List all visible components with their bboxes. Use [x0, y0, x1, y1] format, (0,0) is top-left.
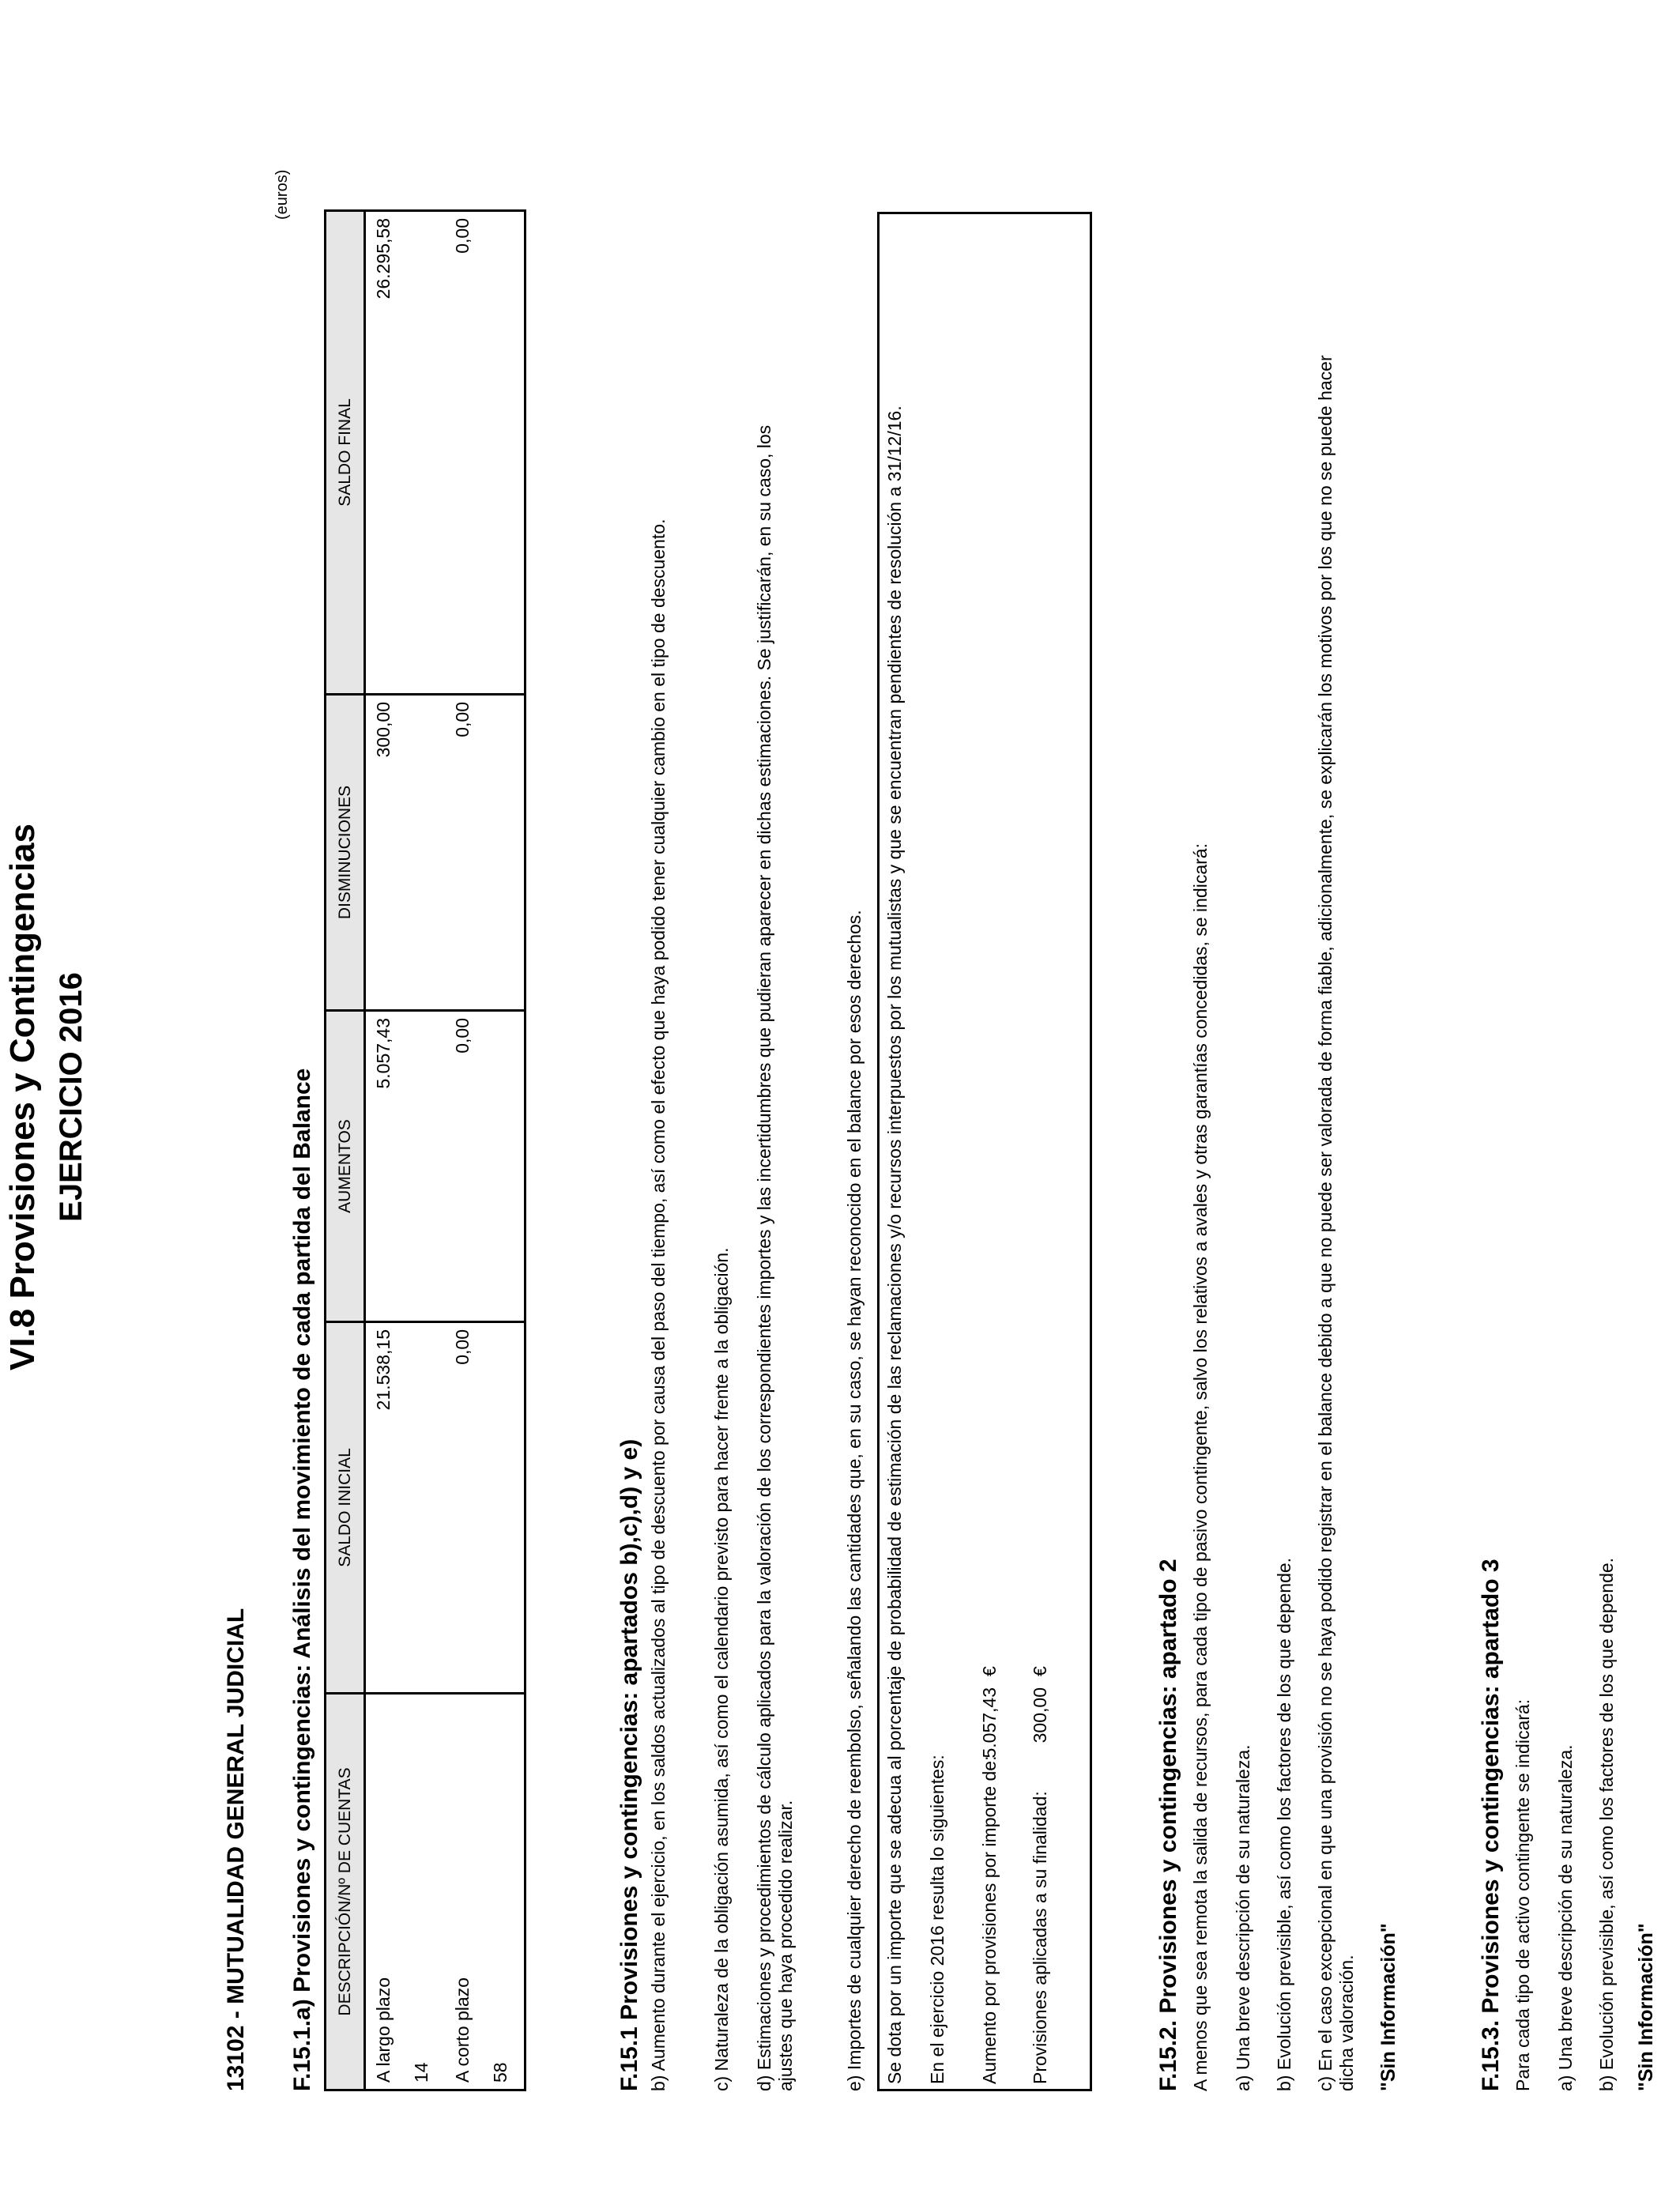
f152-intro: A menos que sea remota la salida de recursos, para cada tipo de pasivo contingente, salvo los relativos a avales y otras garantías concedidas, se indicará:: [1190, 843, 1211, 2091]
section-f152-title: F.15.2. Provisiones y contingencias: apartado 2: [1155, 1559, 1181, 2091]
f152-item-b: b) Evolución previsible, así como los factores de los que depende.: [1274, 1557, 1294, 2091]
saldo-final-value: 0,00: [445, 211, 525, 695]
movement-table: [324, 209, 526, 2091]
f153-item-a: a) Una breve descripción de su naturaleza.: [1555, 1744, 1576, 2091]
f153-intro: Para cada tipo de activo contingente se indicará:: [1512, 1698, 1533, 2091]
organization-name: 13102 - MUTUALIDAD GENERAL JUDICIAL: [223, 1608, 249, 2091]
box-row-value: 5.057,43: [979, 1687, 1000, 1759]
page-subtitle: EJERCICIO 2016: [54, 972, 89, 1222]
row-description-cell: [445, 1694, 525, 2090]
f152-item-a: a) Una breve descripción de su naturaleza.: [1233, 1744, 1253, 2091]
row-description-cell: [365, 1694, 446, 2090]
aumentos-value: 0,00: [445, 1011, 525, 1322]
f152-no-info: "Sin Información": [1377, 1923, 1399, 2091]
section-f153-title: F.15.3. Provisiones y contingencias: apartado 3: [1478, 1559, 1504, 2091]
col-header-disminuciones: DISMINUCIONES: [326, 695, 365, 1011]
aumentos-value: 5.057,43: [365, 1011, 446, 1322]
euro-icon: €: [979, 1666, 1000, 1676]
disminuciones-value: 0,00: [445, 695, 525, 1011]
section-f151-title: F.15.1 Provisiones y contingencias: apartados b),c),d) y e): [616, 1438, 642, 2091]
movement-table-area: [212, 0, 510, 2194]
euro-icon: €: [1030, 1666, 1050, 1676]
f152-item-c: c) En el caso excepcional en que una provisión no se haya podido registrar en el balance debido a que no puede ser valorada de forma fiable, adicionalmente, se explicarán los motivos por los que no se puede hacer dicha valoración.: [1315, 355, 1357, 2091]
unit-label: (euros): [273, 169, 291, 220]
f151-info-box: [877, 212, 1092, 2091]
saldo-inicial-value: 0,00: [445, 1322, 525, 1694]
section-f151a-title: F.15.1.a) Provisiones y contingencias: Análisis del movimiento de cada partida del Balance: [289, 1068, 315, 2091]
f151-item-e: e) Importes de cualquier derecho de reembolso, señalando las cantidades que, en su caso, se hayan reconocido en el balance por esos derechos.: [844, 910, 864, 2091]
f151-item-c: c) Naturaleza de la obligación asumida, así como el calendario previsto para hacer frente a la obligación.: [711, 1247, 732, 2091]
box-text-2: En el ejercicio 2016 resulta lo siguientes:: [927, 1755, 947, 2084]
f151-item-b: b) Aumento durante el ejercicio, en los saldos actualizados al tipo de descuento por causa del paso del tiempo, así como el efecto que haya podido tener cualquier cambio en el tipo de descuento.: [648, 518, 669, 2091]
saldo-final-value: 26.295,58: [365, 211, 446, 695]
col-header-aumentos: AUMENTOS: [326, 1011, 365, 1322]
box-row-label: Provisiones aplicadas a su finalidad:: [1030, 1791, 1050, 2084]
table-row: [365, 211, 446, 2090]
row-description: A largo plazo: [373, 1977, 394, 2083]
table-header-row: [326, 211, 365, 2090]
page-title: VI.8 Provisiones y Contingencias: [3, 824, 42, 1370]
row-accounts: 14: [411, 2062, 431, 2083]
col-header-description: DESCRIPCIÓN/Nº DE CUENTAS: [326, 1694, 365, 2090]
box-row-value: 300,00: [1030, 1687, 1050, 1744]
col-header-saldo-inicial: SALDO INICIAL: [326, 1322, 365, 1694]
box-row-label: Aumento por provisiones por importe de:: [979, 1755, 1000, 2084]
row-accounts: 58: [490, 2062, 510, 2083]
saldo-inicial-value: 21.538,15: [365, 1322, 446, 1694]
f151-item-d: d) Estimaciones y procedimientos de cálculo aplicados para la valoración de los correspondientes importes y las incertidumbres que pudieran aparecer en dichas estimaciones. Se justificarán, en su caso, los ajustes que haya procedido realizar.: [754, 424, 796, 2091]
f153-no-info: "Sin Información": [1635, 1923, 1657, 2091]
table-row: [445, 211, 525, 2090]
box-text-1: Se dota por un importe que se adecua al porcentaje de probabilidad de estimación de las reclamaciones y/o recursos interpuestos por los mutualistas y que se encuentran pendientes de resolución a 31/12/16.: [884, 405, 905, 2084]
f153-item-b: b) Evolución previsible, así como los factores de los que depende.: [1596, 1557, 1617, 2091]
row-description: A corto plazo: [452, 1977, 473, 2083]
col-header-saldo-final: SALDO FINAL: [326, 211, 365, 695]
disminuciones-value: 300,00: [365, 695, 446, 1011]
